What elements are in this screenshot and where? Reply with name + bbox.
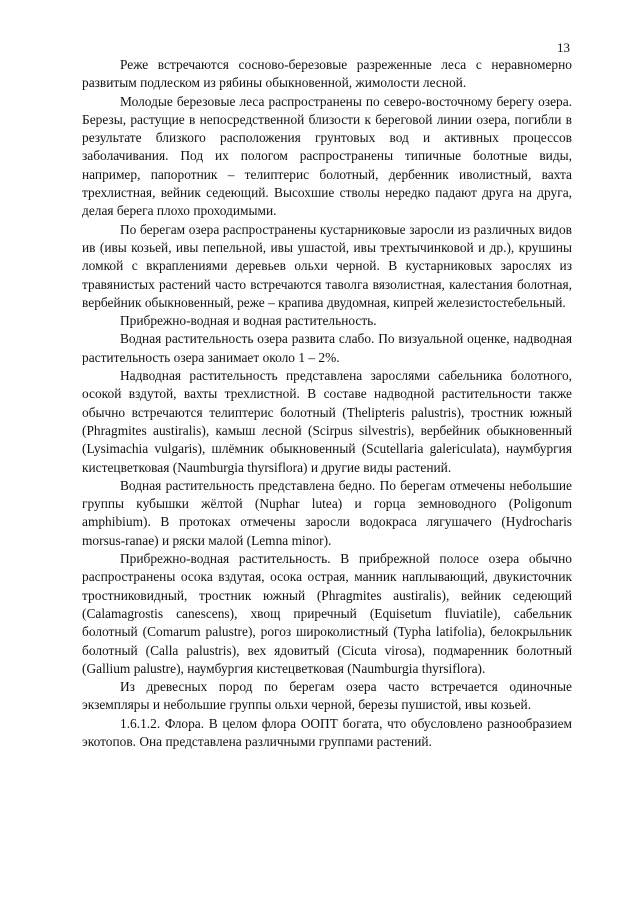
paragraph-aquatic-weakly-developed: Водная растительность озера развита слабо. По визуальной оценке, надводная растительность озера занимает около 1 – 2%. — [82, 331, 572, 365]
paragraph-pine-birch-forests: Реже встречаются сосново-березовые разреженные леса с неравномерно развитым подлеском из рябины обыкновенной, жимолости лесной. — [82, 57, 572, 91]
paragraph-tree-species: Из древесных пород по берегам озера часто встречается одиночные экземпляры и небольшие группы ольхи черной, березы пушистой, ивы козьей. — [82, 679, 572, 713]
paragraph-emergent-vegetation: Надводная растительность представлена зарослями сабельника болотного, осокой вздутой, вахты трехлистной. В составе надводной растительности также обычно встречаются телиптерис болотный (Thelipteris palustris), тростник южный (Phragmites austiralis), камыш лесной (Scirpus silvestris), вербейник обыкновенный (Lysimachia vulgaris), шлёмник обыкновенный (Scutellaria galericulata), наумбургия кистецветковая (Naumburgia thyrsiflora) и другие виды растений. — [82, 368, 572, 475]
paragraph-shrub-thickets: По берегам озера распространены кустарниковые заросли из различных видов ив (ивы козьей, ивы пепельной, ивы ушастой, ивы трехтычинковой и др.), крушины ломкой с вкраплениями деревьев ольхи черной. В кустарниковых зарослях из травянистых растений часто встречаются таволга вязолистная, калестания болотная, вербейник обыкновенный, реже – крапива двудомная, кипрей железистостебельный. — [82, 221, 572, 310]
paragraph-young-birch-forests: Молодые березовые леса распространены по северо-восточному берегу озера. Березы, растущие в непосредственной близости к береговой линии озера, погибли в результате близкого расположения грунтовых вод и активных процессов заболачивания. Под их пологом распространены типичные болотные виды, например, папоротник – телиптерис болотный, дербенник иволистный, вахта трехлистная, вейник седеющий. Высохшие стволы нередко падают друга на друга, делая берега плохо проходимыми. — [82, 93, 572, 219]
paragraph-shoreline-vegetation: Прибрежно-водная растительность. В прибрежной полосе озера обычно распространены осока вздутая, осока острая, манник наплывающий, двукисточник тростниковидный, тростник южный (Phragmites austiralis), вейник седеющий (Calamagrostis canescens), хвощ приречный (Equisetum fluviatile), сабельник болотный (Comarum palustre), рогоз широколистный (Typha latifolia), белокрыльник болотный (Calla palustris), вех ядовитый (Cicuta virosa), подмаренник болотный (Gallium palustre), наумбургия кистецветковая (Naumburgia thyrsiflora). — [82, 551, 572, 676]
document-body — [82, 56, 572, 751]
paragraph-flora-section: 1.6.1.2. Флора. В целом флора ООПТ богата, что обусловлено разнообразием экотопов. Она представлена различными группами растений. — [82, 715, 572, 749]
paragraph-heading-aquatic-vegetation: Прибрежно-водная и водная растительность. — [120, 313, 377, 329]
paragraph-aquatic-vegetation-poor: Водная растительность представлена бедно. По берегам отмечены небольшие группы кубышки жёлтой (Nuphar lutea) и горца земноводного (Poligonum amphibium). В протоках отмечены заросли водокраса лягушачего (Hydrocharis morsus-ranae) и ряски малой (Lemna minor). — [82, 477, 572, 548]
page-number: 13 — [557, 40, 570, 55]
